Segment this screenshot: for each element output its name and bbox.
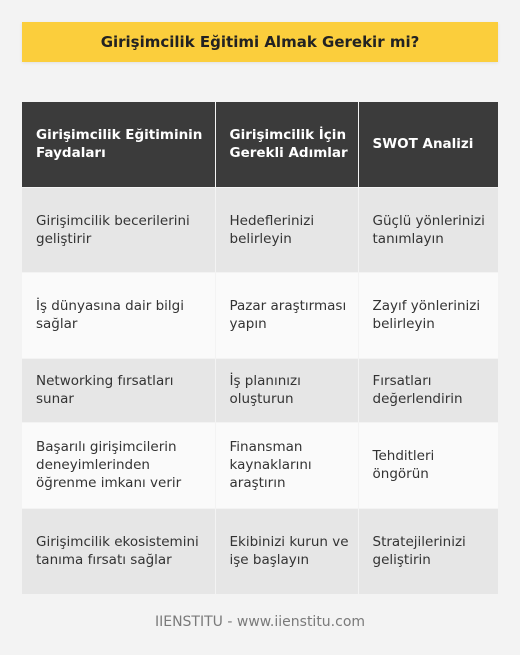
footer-credit: IIENSTITU - www.iienstitu.com [154, 614, 366, 630]
table-cell: İş dünyasına dair bilgi sağlar [22, 272, 215, 358]
page-title: Girişimcilik Eğitimi Almak Gerekir mi? [100, 33, 420, 51]
table-cell: İş planınızı oluşturun [215, 358, 358, 422]
table-cell: Pazar araştırması yapın [215, 272, 358, 358]
table-header-row [22, 102, 498, 187]
comparison-table [22, 102, 498, 594]
table-row [22, 272, 498, 358]
table-cell: Stratejilerinizi geliştirin [358, 508, 498, 594]
table-cell: Tehditleri öngörün [358, 422, 498, 508]
table-row [22, 422, 498, 508]
table-row [22, 508, 498, 594]
table-cell: Networking fırsatları sunar [22, 358, 215, 422]
table-cell: Hedeflerinizi belirleyin [215, 187, 358, 272]
header-benefits: Girişimcilik Eğitiminin Faydaları [22, 102, 215, 187]
header-steps: Girişimcilik İçin Gerekli Adımlar [215, 102, 358, 187]
table-cell: Girişimcilik becerilerini geliştirir [22, 187, 215, 272]
table-row [22, 358, 498, 422]
table-cell: Girişimcilik ekosistemini tanıma fırsatı sağlar [22, 508, 215, 594]
table-cell: Fırsatları değerlendirin [358, 358, 498, 422]
title-banner [22, 22, 498, 62]
table-row [22, 187, 498, 272]
table-cell: Ekibinizi kurun ve işe başlayın [215, 508, 358, 594]
table-cell: Güçlü yönlerinizi tanımlayın [358, 187, 498, 272]
table-cell: Başarılı girişimcilerin deneyimlerinden öğrenme imkanı verir [22, 422, 215, 508]
header-swot: SWOT Analizi [358, 102, 498, 187]
table-cell: Finansman kaynaklarını araştırın [215, 422, 358, 508]
table-cell: Zayıf yönlerinizi belirleyin [358, 272, 498, 358]
